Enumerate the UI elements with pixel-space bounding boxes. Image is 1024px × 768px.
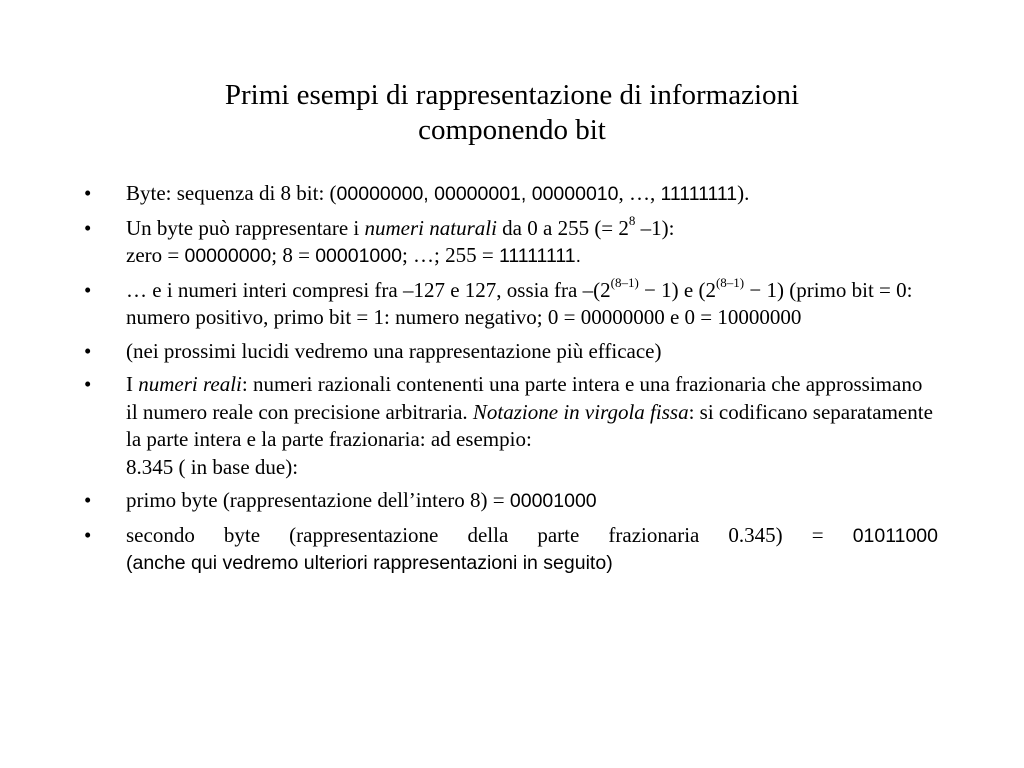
bullet-real-numbers: • I numeri reali: numeri razionali contenenti una parte intera e una frazionaria che approssimano il numero reale con precisione arbitraria. Notazione in virgola fissa: si codificano separatamente la parte intera e la parte frazionaria: ad esempio: 8.345 ( in base due): [84, 371, 938, 481]
bullet-second-byte [84, 522, 938, 578]
example-value-line: 8.345 ( in base due): [126, 454, 299, 479]
second-byte-note: (anche qui vedremo ulteriori rappresentazioni in seguito) [126, 552, 613, 574]
bullet-marker: • [84, 338, 92, 363]
slide-title-line-2: componendo bit [418, 114, 606, 146]
bullet-list [84, 180, 938, 584]
bullet-efficient-note: • (nei prossimi lucidi vedremo una rappresentazione più efficace) [84, 338, 938, 366]
bullet-marker: • [84, 372, 92, 396]
bullet-marker: • [84, 488, 92, 512]
slide-title-line-1: Primi esempi di rappresentazione di informazioni [224, 79, 800, 111]
bullet-marker: • [84, 277, 92, 302]
second-byte-line: secondo byte (rappresentazione della parte frazionaria 0.345) = 01011000 [126, 522, 938, 547]
slide-title [100, 78, 924, 148]
bullet-first-byte: • primo byte (rappresentazione dell’intero 8) = 00001000 [84, 487, 938, 516]
bullet-marker: • [84, 181, 92, 205]
bullet-integer-numbers: • … e i numeri interi compresi fra –127 e 127, ossia fra $-(2^{(8-1)} - 1)$ e $(2^{(8-1)} - 1)$ (primo bit = 0: numero positivo, primo bit = 1: numero negativo; 0 = 00000000 e 0 = 10000000 [84, 274, 913, 329]
bullet-marker: • [84, 215, 92, 240]
bullet-natural-numbers: • Un byte può rappresentare i numeri naturali da 0 a 255 (= $2^8$ –1): zero = 00000000; 8 = 00001000; …; 255 = 11111111. [84, 215, 938, 271]
natural-examples-line: zero = 00000000; 8 = 00001000; …; 255 = 11111111. [126, 243, 582, 267]
bullet-byte-definition: • Byte: sequenza di 8 bit: (00000000, 00000001, 00000010, …, 11111111). [84, 180, 938, 209]
bullet-marker: • [84, 522, 92, 547]
